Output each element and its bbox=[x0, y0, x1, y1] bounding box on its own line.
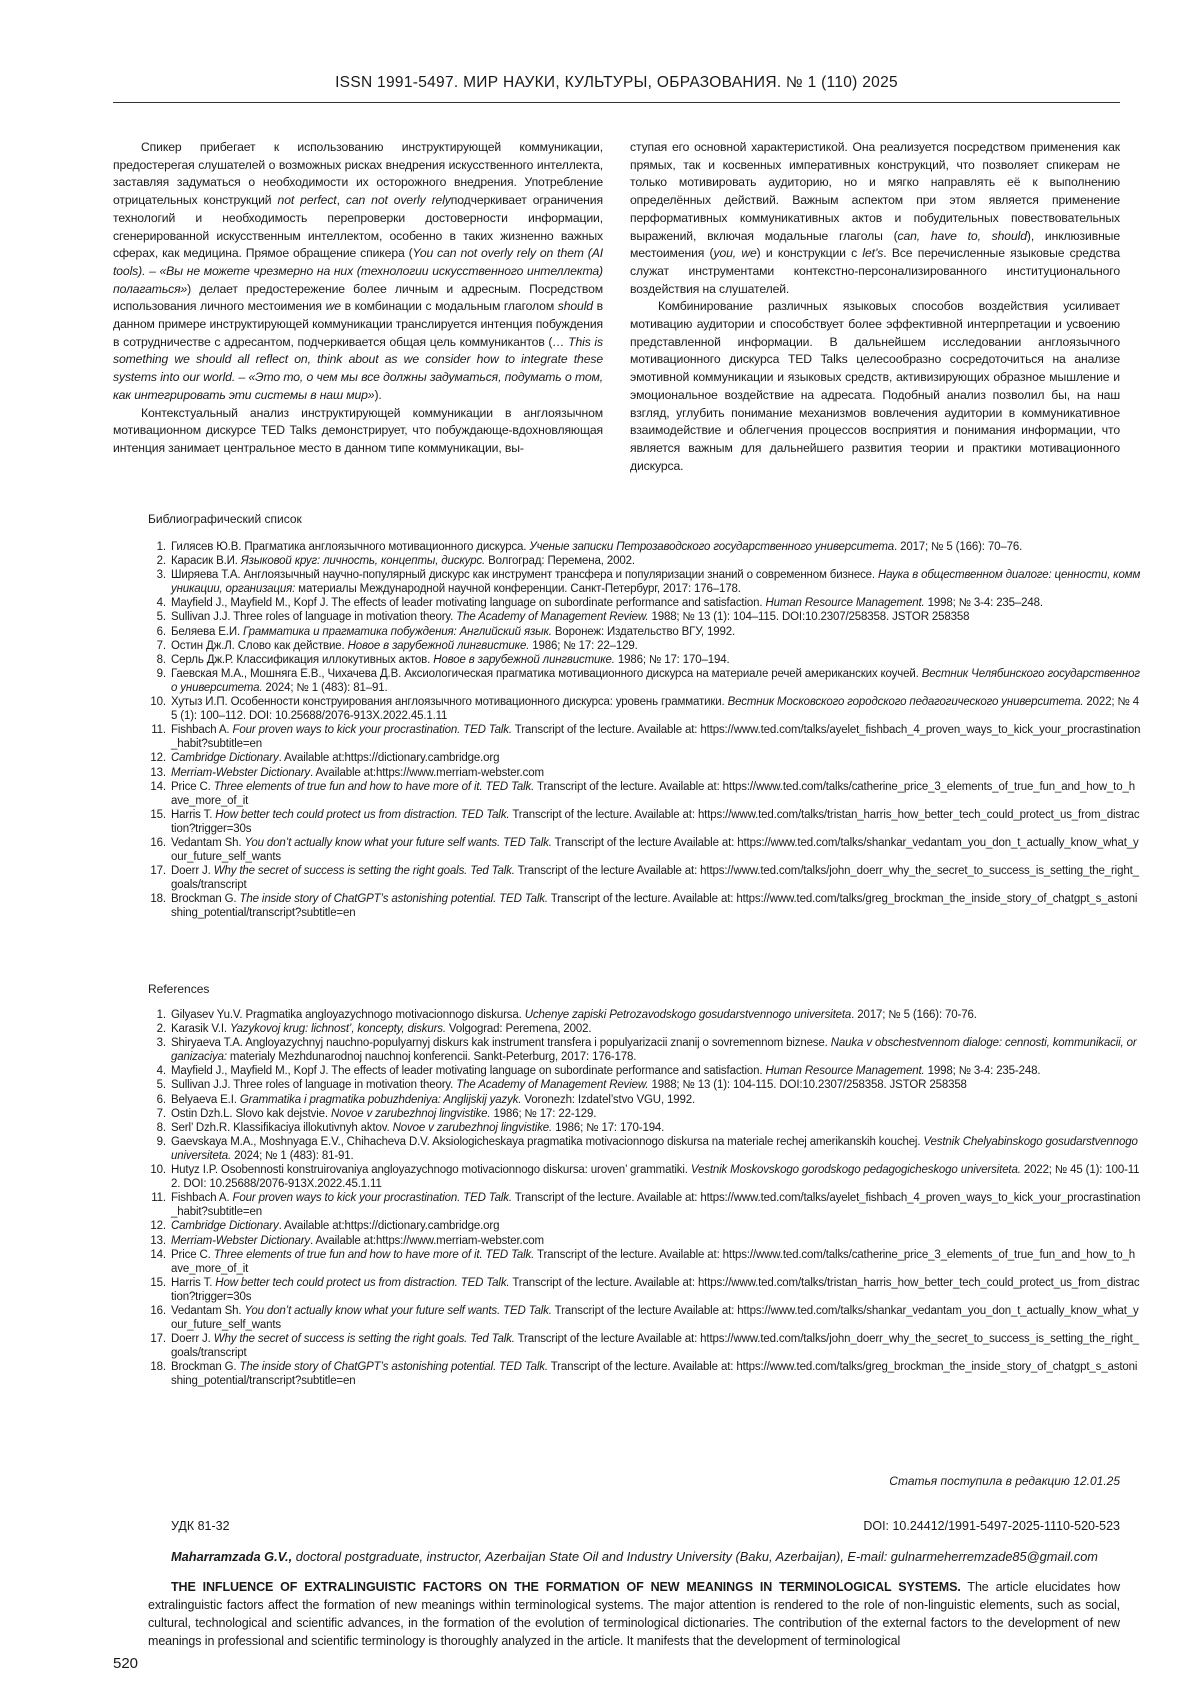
reference-item: 18. Brockman G. The inside story of ChatGPT’s astonishing potential. TED Talk. Transcript of the lecture. Available at: https://www.ted.com/talks/greg_brockman_the_inside_story_of_chatgpt_s_astonishing_potential/transcript?subtitle=en bbox=[169, 1360, 1141, 1388]
author-line: Maharramzada G.V., doctoral postgraduate, instructor, Azerbaijan State Oil and Industry University (Baku, Azerbaijan), E-mail: gulnarmeherremzade85@gmail.com bbox=[171, 1549, 1120, 1564]
reference-item: 8. Serl’ Dzh.R. Klassifikaciya illokutivnyh aktov. Novoe v zarubezhnoj lingvistike. 1986; № 17: 170-194. bbox=[169, 1121, 1141, 1135]
article-body bbox=[113, 139, 1120, 493]
abstract-text: The article elucidates how extralinguistic factors affect the formation of new meanings within terminological systems. The major attention is rendered to the role of non-linguistic elements, such as social, cultural, technological and scientific advances, in the formation of the evolution of terminological dictionaries. The contribution of the external factors to the development of new meanings in professional and scientific terminology is thoroughly analyzed in the article. It manifests that the development of terminological bbox=[148, 1580, 1120, 1648]
reference-item: 16. Vedantam Sh. You don’t actually know what your future self wants. TED Talk. Transcript of the lecture Available at: https://www.ted.com/talks/shankar_vedantam_you_don_t_actually_know_what_your_future_self_wants bbox=[169, 836, 1141, 864]
doi-link[interactable]: DOI: 10.24412/1991-5497-2025-1110-520-523 bbox=[863, 1519, 1120, 1533]
reference-item: 15. Harris T. How better tech could protect us from distraction. TED Talk. Transcript of the lecture. Available at: https://www.ted.com/talks/tristan_harris_how_better_tech_could_protect_us_from_distraction?trigger=30s bbox=[169, 1276, 1141, 1304]
udk-code: УДК 81-32 bbox=[171, 1519, 230, 1533]
journal-header: ISSN 1991-5497. МИР НАУКИ, КУЛЬТУРЫ, ОБРАЗОВАНИЯ. № 1 (110) 2025 bbox=[113, 74, 1120, 103]
page-number: 520 bbox=[113, 1655, 138, 1672]
abstract-title: THE INFLUENCE OF EXTRALINGUISTIC FACTORS ON THE FORMATION OF NEW MEANINGS IN TERMINOLOGICAL SYSTEMS. bbox=[171, 1580, 961, 1594]
reference-item: 16. Vedantam Sh. You don’t actually know what your future self wants. TED Talk. Transcript of the lecture Available at: https://www.ted.com/talks/shankar_vedantam_you_don_t_actually_know_what_your_future_self_wants bbox=[169, 1304, 1141, 1332]
reference-item: 8. Серль Дж.Р. Классификация иллокутивных актов. Новое в зарубежной лингвистике. 1986; № 17: 170–194. bbox=[169, 653, 1141, 667]
reference-item: 17. Doerr J. Why the secret of success is setting the right goals. Ted Talk. Transcript of the lecture Available at: https://www.ted.com/talks/john_doerr_why_the_secret_to_success_is_setting_the_right_goals/transcript bbox=[169, 864, 1141, 892]
reference-item: 11. Fishbach A. Four proven ways to kick your procrastination. TED Talk. Transcript of the lecture. Available at: https://www.ted.com/talks/ayelet_fishbach_4_proven_ways_to_kick_your_procrastination_habit?subtitle=en bbox=[169, 723, 1141, 751]
reference-item: 7. Остин Дж.Л. Слово как действие. Новое в зарубежной лингвистике. 1986; № 17: 22–129. bbox=[169, 639, 1141, 653]
reference-item: 3. Shiryaeva T.A. Angloyazychnyj nauchno-populyarnyj diskurs kak instrument transfera i populyarizacii znanij o sovremennom biznese. Nauka v obschestvennom dialoge: cennosti, kommunikacii, organizaciya: materialy Mezhdunarodnoj nauchnoj konferencii. Sankt-Peterburg, 2017: 176-178. bbox=[169, 1036, 1141, 1064]
reference-item: 2. Karasik V.I. Yazykovoj krug: lichnost’, koncepty, diskurs. Volgograd: Peremena, 2002. bbox=[169, 1022, 1141, 1036]
reference-item: 13. Merriam-Webster Dictionary. Available at:https://www.merriam-webster.com bbox=[169, 1234, 1141, 1248]
body-paragraph: Спикер прибегает к использованию инструктирующей коммуникации, предостерегая слушателей о возможных рисках внедрения искусственного интеллекта, заставляя задуматься о необходимости их осторожного внедрения. Употребление отрицательных конструкций not perfect, can not overly relyподчеркивает ограничения технологий и необходимость перепроверки достоверности информации, сгенерированной искусственным интеллектом, особенно в таких жизненно важных сферах, как медицина. Прямое обращение спикера (You can not overly rely on them (AI tools). – «Вы не можете чрезмерно на них (технологии искусственного интеллекта) полагаться») делает предостережение более личным и адресным. Посредством использования личного местоимения we в комбинации с модальным глаголом should в данном примере инструктирующей коммуникации транслируется интенция побуждения в сотрудничестве с адресантом, подчеркивается общая цель коммуникантов (… This is something we should all reflect on, think about as we consider how to integrate these systems into our world. – «Это то, о чем мы все должны задуматься, подумать о том, как интегрировать эти системы в наш мир»). bbox=[113, 139, 603, 405]
body-paragraph: ступая его основной характеристикой. Она реализуется посредством применения как прямых, так и косвенных императивных конструкций, что позволяет спикерам не только мотивировать аудиторию, но и мягко направлять её к выполнению определённых действий. Важным аспектом при этом является применение перформативных коммуникативных актов и побудительных повествовательных выражений, включая модальные глаголы (can, have to, should), инклюзивные местоимения (you, we) и конструкции с let’s. Все перечисленные языковые средства служат инструментами контекстно-персонализированного институционального воздействия на слушателей. bbox=[630, 139, 1120, 298]
left-column bbox=[113, 139, 603, 493]
body-paragraph: Комбинирование различных языковых способов воздействия усиливает мотивацию аудитории и способствует более эффективной интерпретации и усвоению представленной информации. В дальнейшем исследовании англоязычного мотивационного дискурса TED Talks целесообразно сосредоточиться на анализе эмотивной коммуникации и языковых средств, активизирующих образное мышление и эмоциональное воздействие на адресата. Подобный анализ позволил бы, на наш взгляд, углубить понимание механизмов вовлечения аудитории в коммуникативное взаимодействие и облегчения процессов восприятия и понимания информации, что является важным для дальнейшего развития теории и практики мотивационного дискурса. bbox=[630, 298, 1120, 475]
reference-item: 12. Cambridge Dictionary. Available at:https://dictionary.cambridge.org bbox=[169, 1219, 1141, 1233]
reference-item: 13. Merriam-Webster Dictionary. Available at:https://www.merriam-webster.com bbox=[169, 766, 1141, 780]
reference-item: 14. Price C. Three elements of true fun and how to have more of it. TED Talk. Transcript of the lecture. Available at: https://www.ted.com/talks/catherine_price_3_elements_of_true_fun_and_how_to_have_more_of_it bbox=[169, 780, 1141, 808]
reference-item: 14. Price C. Three elements of true fun and how to have more of it. TED Talk. Transcript of the lecture. Available at: https://www.ted.com/talks/catherine_price_3_elements_of_true_fun_and_how_to_have_more_of_it bbox=[169, 1248, 1141, 1276]
reference-item: 4. Mayfield J., Mayfield M., Kopf J. The effects of leader motivating language on subordinate performance and satisfaction. Human Resource Management. 1998; № 3-4: 235-248. bbox=[169, 1064, 1141, 1078]
reference-item: 17. Doerr J. Why the secret of success is setting the right goals. Ted Talk. Transcript of the lecture Available at: https://www.ted.com/talks/john_doerr_why_the_secret_to_success_is_setting_the_right_goals/transcript bbox=[169, 1332, 1141, 1360]
bibliography-title: Библиографический список bbox=[148, 512, 302, 526]
reference-item: 1. Gilyasev Yu.V. Pragmatika angloyazychnogo motivacionnogo diskursa. Uchenye zapiski Petrozavodskogo gosudarstvennogo universiteta. 2017; № 5 (166): 70-76. bbox=[169, 1008, 1141, 1022]
reference-item: 9. Gaevskaya M.A., Moshnyaga E.V., Chihacheva D.V. Aksiologicheskaya pragmatika motivacionnogo diskursa na materiale rechej amerikanskih kouchej. Vestnik Chelyabinskogo gosudarstvennogo universiteta. 2024; № 1 (483): 81-91. bbox=[169, 1135, 1141, 1163]
abstract bbox=[148, 1578, 1120, 1650]
right-column bbox=[630, 139, 1120, 493]
body-paragraph: Контекстуальный анализ инструктирующей коммуникации в англоязычном мотивационном дискурсе TED Talks демонстрирует, что побуждающе-вдохновляющая интенция занимает центральное место в данном типе коммуникации, вы- bbox=[113, 405, 603, 458]
reference-item: 12. Cambridge Dictionary. Available at:https://dictionary.cambridge.org bbox=[169, 751, 1141, 765]
reference-item: 1. Гилясев Ю.В. Прагматика англоязычного мотивационного дискурса. Ученые записки Петрозаводского государственного университета. 2017; № 5 (166): 70–76. bbox=[169, 540, 1141, 554]
reference-item: 6. Belyaeva E.I. Grammatika i pragmatika pobuzhdeniya: Anglijskij yazyk. Voronezh: Izdatel’stvo VGU, 1992. bbox=[169, 1093, 1141, 1107]
reference-item: 5. Sullivan J.J. Three roles of language in motivation theory. The Academy of Management Review. 1988; № 13 (1): 104–115. DOI:10.2307/258358. JSTOR 258358 bbox=[169, 610, 1141, 624]
reference-item: 10. Hutyz I.P. Osobennosti konstruirovaniya angloyazychnogo motivacionnogo diskursa: uroven’ grammatiki. Vestnik Moskovskogo gorodskogo pedagogicheskogo universiteta. 2022; № 45 (1): 100-112. DOI: 10.25688/2076-913X.2022.45.1.11 bbox=[169, 1163, 1141, 1191]
bibliography-list bbox=[148, 540, 1141, 921]
reference-item: 4. Mayfield J., Mayfield M., Kopf J. The effects of leader motivating language on subordinate performance and satisfaction. Human Resource Management. 1998; № 3-4: 235–248. bbox=[169, 596, 1141, 610]
reference-item: 7. Ostin Dzh.L. Slovo kak dejstvie. Novoe v zarubezhnoj lingvistike. 1986; № 17: 22-129. bbox=[169, 1107, 1141, 1121]
reference-item: 2. Карасик В.И. Языковой круг: личность, концепты, дискурс. Волгоград: Перемена, 2002. bbox=[169, 554, 1141, 568]
reference-item: 3. Ширяева Т.А. Англоязычный научно-популярный дискурс как инструмент трансфера и популяризации знаний о современном бизнесе. Наука в общественном диалоге: ценности, коммуникации, организация: материалы Международной научной конференции. Санкт-Петербург, 2017: 176–178. bbox=[169, 568, 1141, 596]
reference-item: 15. Harris T. How better tech could protect us from distraction. TED Talk. Transcript of the lecture. Available at: https://www.ted.com/talks/tristan_harris_how_better_tech_could_protect_us_from_distraction?trigger=30s bbox=[169, 808, 1141, 836]
references-title: References bbox=[148, 982, 209, 996]
received-note: Статья поступила в редакцию 12.01.25 bbox=[889, 1474, 1120, 1488]
reference-item: 9. Гаевская М.А., Мошняга Е.В., Чихачева Д.В. Аксиологическая прагматика мотивационного дискурса на материале речей американских коучей. Вестник Челябинского государственного университета. 2024; № 1 (483): 81–91. bbox=[169, 667, 1141, 695]
reference-item: 6. Беляева Е.И. Грамматика и прагматика побуждения: Английский язык. Воронеж: Издательство ВГУ, 1992. bbox=[169, 625, 1141, 639]
reference-item: 10. Хутыз И.П. Особенности конструирования англоязычного мотивационного дискурса: уровень грамматики. Вестник Московского городского педагогического университета. 2022; № 45 (1): 100–112. DOI: 10.25688/2076-913X.2022.45.1.11 bbox=[169, 695, 1141, 723]
reference-item: 5. Sullivan J.J. Three roles of language in motivation theory. The Academy of Management Review. 1988; № 13 (1): 104-115. DOI:10.2307/258358. JSTOR 258358 bbox=[169, 1078, 1141, 1092]
references-list bbox=[148, 1008, 1141, 1389]
reference-item: 11. Fishbach A. Four proven ways to kick your procrastination. TED Talk. Transcript of the lecture. Available at: https://www.ted.com/talks/ayelet_fishbach_4_proven_ways_to_kick_your_procrastination_habit?subtitle=en bbox=[169, 1191, 1141, 1219]
reference-item: 18. Brockman G. The inside story of ChatGPT’s astonishing potential. TED Talk. Transcript of the lecture. Available at: https://www.ted.com/talks/greg_brockman_the_inside_story_of_chatgpt_s_astonishing_potential/transcript?subtitle=en bbox=[169, 892, 1141, 920]
